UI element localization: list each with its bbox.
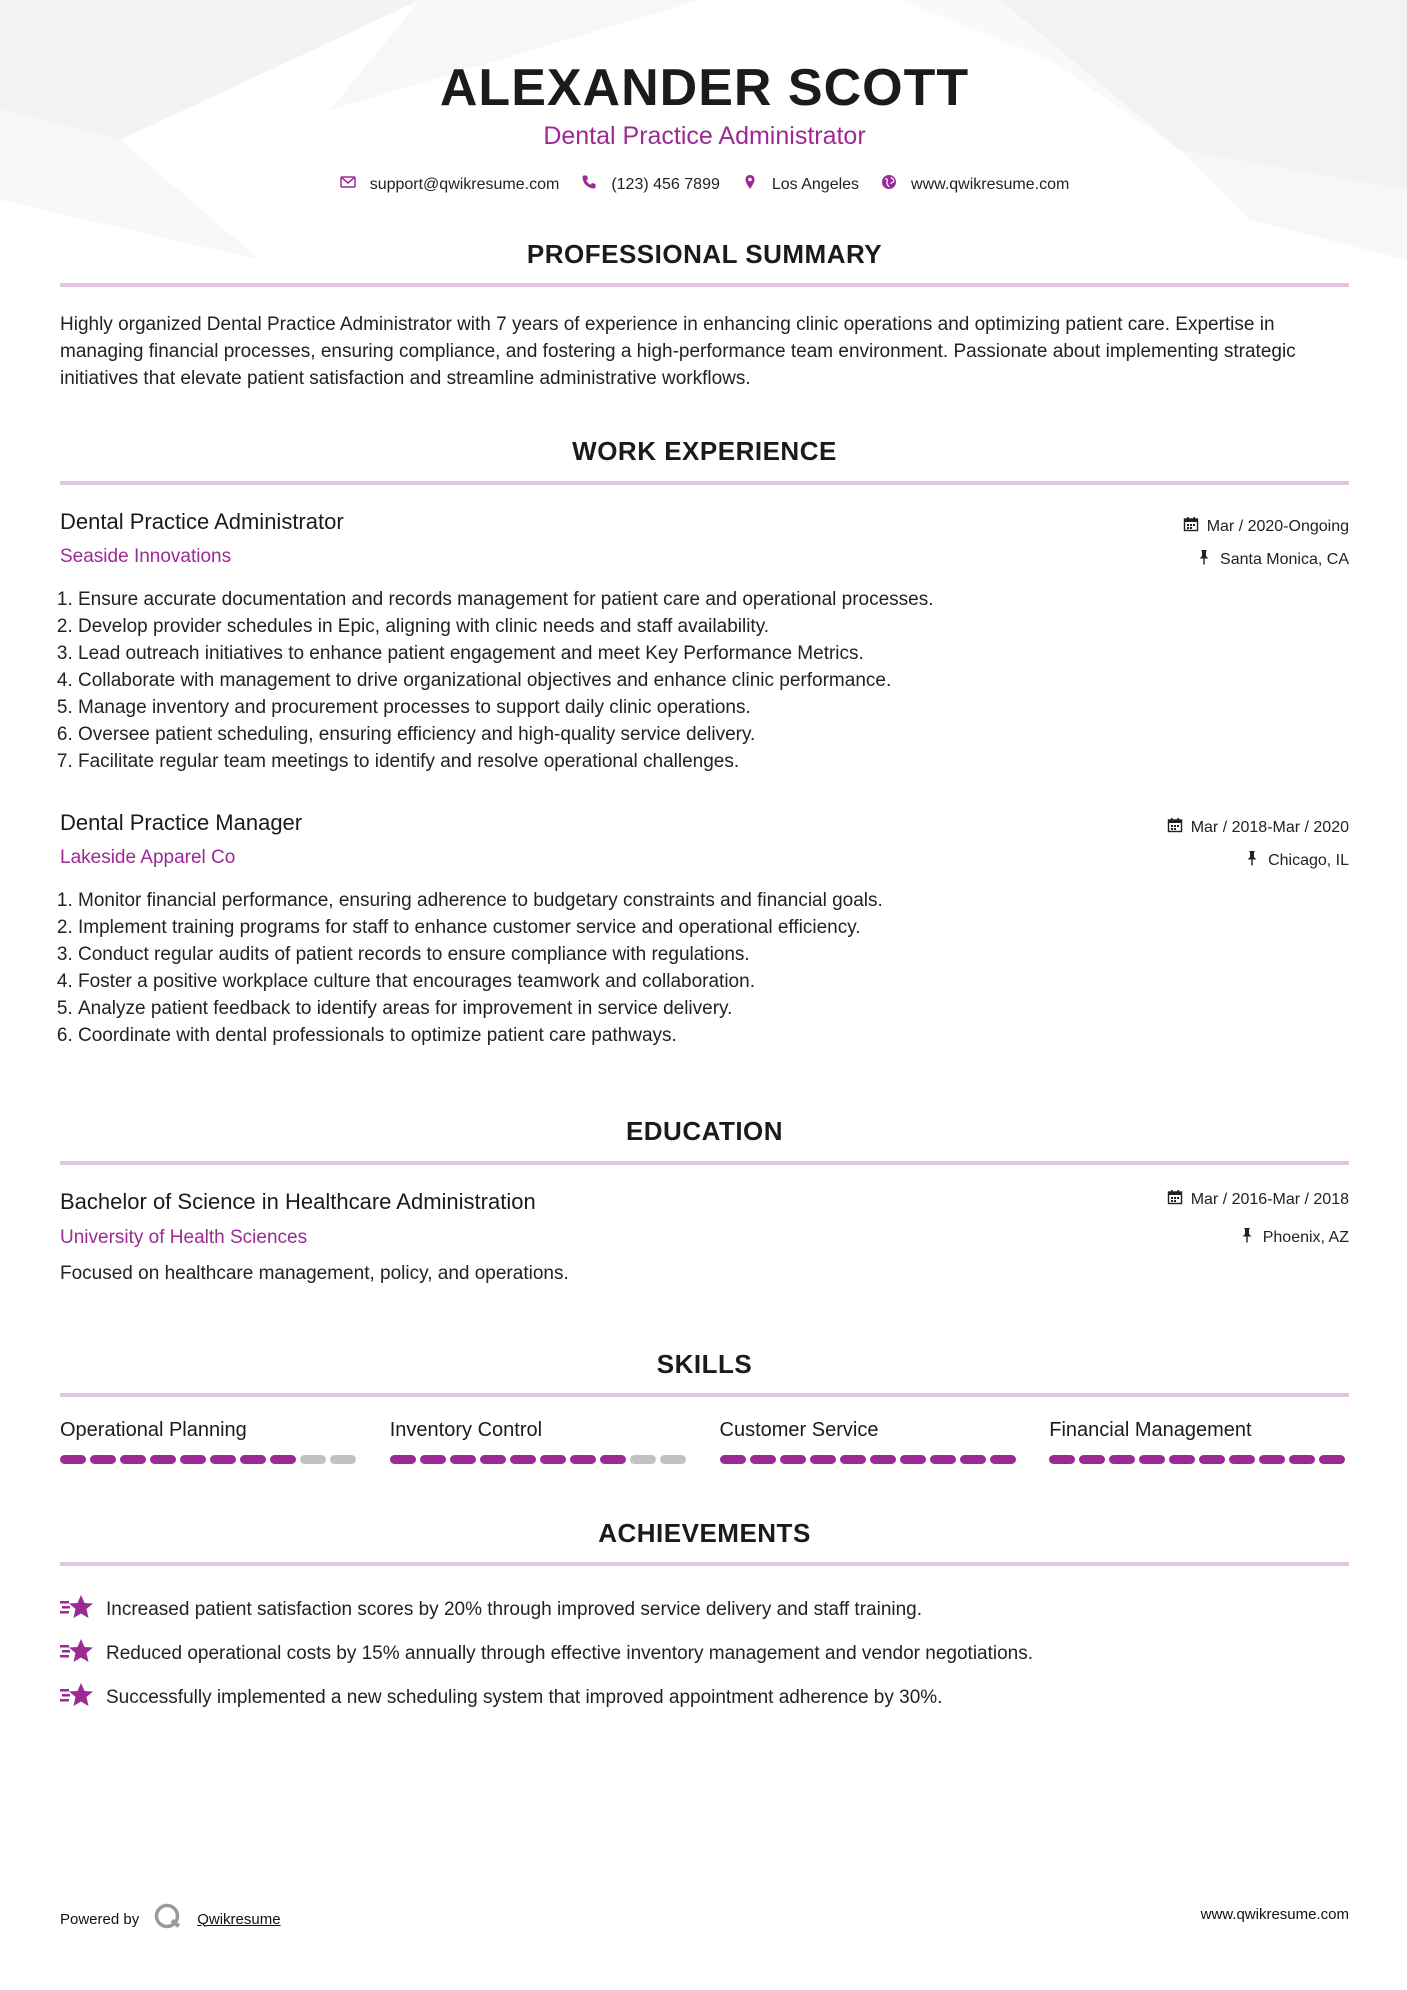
skill-level-segment <box>780 1455 806 1464</box>
skill-item <box>1049 1419 1349 1464</box>
skill-level-segment <box>570 1455 596 1464</box>
achievement-text: Increased patient satisfaction scores by 20% through improved service delivery and staff training. <box>106 1599 923 1620</box>
job-dates <box>1167 817 1349 838</box>
achievement-item <box>60 1632 1349 1676</box>
list-item: 2. Develop provider schedules in Epic, aligning with clinic needs and staff availability. <box>78 613 934 640</box>
skill-level-segment <box>990 1455 1016 1464</box>
skill-level-segment <box>540 1455 566 1464</box>
contact-bar <box>60 174 1349 195</box>
education-school: University of Health Sciences <box>60 1227 308 1248</box>
skill-level-segment <box>750 1455 776 1464</box>
section-title-experience: WORK EXPERIENCE <box>572 436 837 466</box>
list-item: 4. Collaborate with management to drive organizational objectives and enhance clinic performance. <box>78 667 934 694</box>
section-divider <box>60 1562 1349 1566</box>
skill-level-segment <box>510 1455 536 1464</box>
skill-level-segment <box>1229 1455 1255 1464</box>
job-location-text: Santa Monica, CA <box>1220 550 1349 568</box>
skill-level-bar <box>390 1455 690 1464</box>
footer-powered-by <box>60 1902 281 1936</box>
skill-name: Financial Management <box>1049 1419 1252 1441</box>
skill-level-segment <box>450 1455 476 1464</box>
contact-phone[interactable] <box>581 174 720 195</box>
contact-website-text: www.qwikresume.com <box>911 175 1070 193</box>
skill-item <box>60 1419 360 1464</box>
job-dates-text: Mar / 2020-Ongoing <box>1206 517 1349 535</box>
skill-item <box>720 1419 1020 1464</box>
pushpin-icon <box>1196 549 1212 570</box>
job-dates-text: Mar / 2018-Mar / 2020 <box>1190 818 1349 836</box>
skill-level-segment <box>390 1455 416 1464</box>
section-divider <box>60 1161 1349 1165</box>
education-location <box>1239 1227 1349 1248</box>
skill-item <box>390 1419 690 1464</box>
skill-level-segment <box>420 1455 446 1464</box>
skill-level-segment <box>1289 1455 1315 1464</box>
section-title-skills: SKILLS <box>656 1349 753 1379</box>
achievement-item <box>60 1588 1349 1632</box>
list-item: 2. Implement training programs for staff to enhance customer service and operational efficiency. <box>78 914 883 941</box>
skill-level-segment <box>870 1455 896 1464</box>
skill-level-segment <box>1139 1455 1165 1464</box>
job-location <box>1196 549 1349 570</box>
job-location-text: Chicago, IL <box>1268 851 1349 869</box>
pushpin-icon <box>1239 1227 1255 1248</box>
job-location <box>1244 850 1349 871</box>
skill-level-segment <box>1049 1455 1075 1464</box>
skill-level-segment <box>180 1455 206 1464</box>
skill-level-segment <box>210 1455 236 1464</box>
achievement-item <box>60 1676 1349 1720</box>
skill-level-bar <box>60 1455 360 1464</box>
summary-text: Highly organized Dental Practice Administrator with 7 years of experience in enhancing clinic operations and optimizing patient care. Expertise in managing financial processes, ensuring compliance, and fostering a high-performance team environment. Passionate about implementing strategic initiatives that elevate patient satisfaction and streamline administrative workflows. <box>60 314 1296 389</box>
skills-list <box>60 1419 1349 1464</box>
star-icon <box>60 1681 94 1715</box>
job-dates <box>1183 516 1349 537</box>
list-item: 6. Coordinate with dental professionals to optimize patient care pathways. <box>78 1022 883 1049</box>
skill-level-segment <box>810 1455 836 1464</box>
skill-level-segment <box>630 1455 656 1464</box>
achievement-text: Successfully implemented a new scheduling system that improved appointment adherence by 30%. <box>106 1687 943 1708</box>
skill-level-segment <box>960 1455 986 1464</box>
education-dates-text: Mar / 2016-Mar / 2018 <box>1190 1190 1349 1208</box>
list-item: 6. Oversee patient scheduling, ensuring efficiency and high-quality service delivery. <box>78 721 934 748</box>
skill-level-segment <box>480 1455 506 1464</box>
education-dates <box>1167 1189 1349 1210</box>
section-title-achievements: ACHIEVEMENTS <box>598 1518 811 1548</box>
education-description: Focused on healthcare management, policy, and operations. <box>60 1263 569 1284</box>
skill-level-segment <box>660 1455 686 1464</box>
skill-level-segment <box>600 1455 626 1464</box>
skill-level-segment <box>1109 1455 1135 1464</box>
skill-level-segment <box>300 1455 326 1464</box>
skill-level-bar <box>720 1455 1020 1464</box>
skill-level-segment <box>330 1455 356 1464</box>
powered-by-label: Powered by <box>60 1910 140 1928</box>
job-responsibilities <box>60 887 883 1049</box>
list-item: 4. Foster a positive workplace culture that encourages teamwork and collaboration. <box>78 968 883 995</box>
achievement-text: Reduced operational costs by 15% annually through effective inventory management and vendor negotiations. <box>106 1643 1034 1664</box>
list-item: 7. Facilitate regular team meetings to identify and resolve operational challenges. <box>78 748 934 775</box>
pushpin-icon <box>1244 850 1260 871</box>
section-divider <box>60 283 1349 287</box>
contact-email[interactable] <box>340 174 560 195</box>
skill-level-segment <box>1169 1455 1195 1464</box>
job-responsibilities <box>60 586 934 775</box>
calendar-icon <box>1183 516 1199 537</box>
skill-level-segment <box>720 1455 746 1464</box>
qwikresume-logo-icon <box>153 1902 183 1936</box>
list-item: 5. Manage inventory and procurement processes to support daily clinic operations. <box>78 694 934 721</box>
list-item: 1. Ensure accurate documentation and records management for patient care and operational processes. <box>78 586 934 613</box>
skill-level-segment <box>240 1455 266 1464</box>
list-item: 1. Monitor financial performance, ensuring adherence to budgetary constraints and financial goals. <box>78 887 883 914</box>
skill-level-bar <box>1049 1455 1349 1464</box>
skill-name: Inventory Control <box>389 1419 543 1441</box>
envelope-icon <box>340 174 356 195</box>
footer-website[interactable]: www.qwikresume.com <box>1200 1906 1349 1923</box>
list-item: 3. Lead outreach initiatives to enhance patient engagement and meet Key Performance Metrics. <box>78 640 934 667</box>
skill-level-segment <box>1259 1455 1285 1464</box>
section-title-summary: PROFESSIONAL SUMMARY <box>526 239 883 269</box>
contact-email-text: support@qwikresume.com <box>369 175 560 193</box>
calendar-icon <box>1167 1189 1183 1210</box>
skill-level-segment <box>90 1455 116 1464</box>
footer-brand-link[interactable]: Qwikresume <box>197 1910 281 1928</box>
map-pin-icon <box>742 174 758 195</box>
contact-location <box>742 174 859 195</box>
skill-level-segment <box>1079 1455 1105 1464</box>
skill-name: Operational Planning <box>60 1419 247 1441</box>
calendar-icon <box>1167 817 1183 838</box>
skill-level-segment <box>1199 1455 1225 1464</box>
job-company: Seaside Innovations <box>60 546 232 567</box>
skill-level-segment <box>270 1455 296 1464</box>
skill-level-segment <box>60 1455 86 1464</box>
phone-icon <box>581 174 597 195</box>
list-item: 5. Analyze patient feedback to identify areas for improvement in service delivery. <box>78 995 883 1022</box>
globe-icon <box>881 174 897 195</box>
star-icon <box>60 1637 94 1671</box>
job-company: Lakeside Apparel Co <box>60 847 236 868</box>
candidate-role: Dental Practice Administrator <box>543 122 866 150</box>
skill-level-segment <box>840 1455 866 1464</box>
section-divider <box>60 1393 1349 1397</box>
job-title: Dental Practice Manager <box>60 810 303 835</box>
job-title: Dental Practice Administrator <box>60 509 344 534</box>
section-title-education: EDUCATION <box>625 1116 784 1146</box>
candidate-name: ALEXANDER SCOTT <box>439 59 970 117</box>
skill-level-segment <box>150 1455 176 1464</box>
list-item: 3. Conduct regular audits of patient records to ensure compliance with regulations. <box>78 941 883 968</box>
skill-level-segment <box>930 1455 956 1464</box>
contact-website[interactable] <box>881 174 1069 195</box>
education-location-text: Phoenix, AZ <box>1262 1228 1349 1246</box>
skill-name: Customer Service <box>719 1419 879 1441</box>
skill-level-segment <box>120 1455 146 1464</box>
skill-level-segment <box>900 1455 926 1464</box>
skill-level-segment <box>1319 1455 1345 1464</box>
contact-phone-text: (123) 456 7899 <box>611 175 720 193</box>
education-degree: Bachelor of Science in Healthcare Administration <box>60 1189 536 1214</box>
contact-location-text: Los Angeles <box>771 175 860 193</box>
star-icon <box>60 1593 94 1627</box>
section-divider <box>60 481 1349 485</box>
achievements-list <box>60 1588 1349 1720</box>
